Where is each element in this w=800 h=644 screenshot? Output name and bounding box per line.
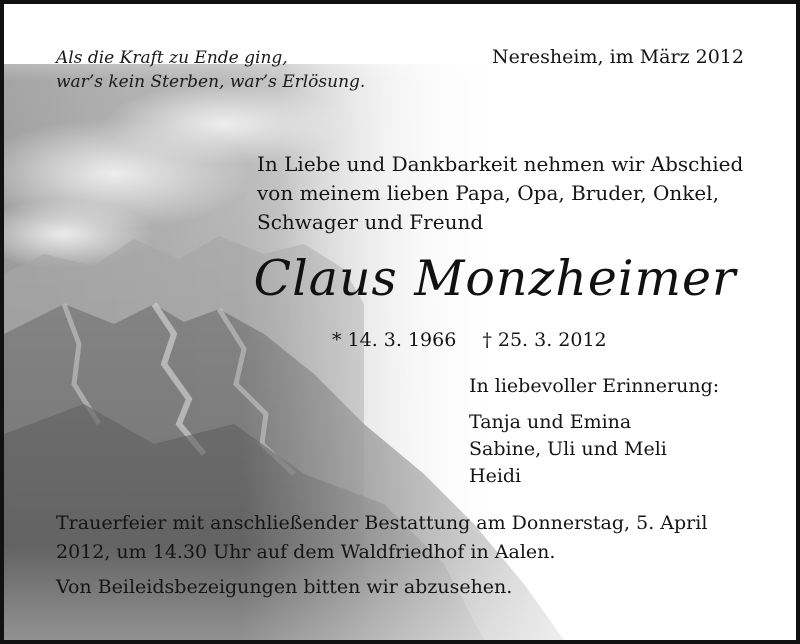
intro-line: Schwager und Freund xyxy=(257,210,484,234)
funeral-details xyxy=(56,509,707,567)
mourners-list xyxy=(469,409,667,490)
intro-text xyxy=(257,150,757,237)
birth-date: * 14. 3. 1966 xyxy=(332,329,457,351)
death-date: † 25. 3. 2012 xyxy=(482,329,607,351)
remembrance-heading: In liebevoller Erinnerung: xyxy=(469,375,720,397)
mourner-line: Tanja und Emina xyxy=(469,411,632,433)
condolence-note: Von Beileidsbezeigungen bitten wir abzusehen. xyxy=(56,576,513,598)
funeral-line: 2012, um 14.30 Uhr auf dem Waldfriedhof in Aalen. xyxy=(56,541,556,563)
deceased-name: Claus Monzheimer xyxy=(253,250,737,307)
mourner-line: Sabine, Uli und Meli xyxy=(469,438,667,460)
motto-line: war’s kein Sterben, war’s Erlösung. xyxy=(56,72,366,92)
life-dates xyxy=(332,329,607,351)
mourner-line: Heidi xyxy=(469,465,522,487)
intro-line: In Liebe und Dankbarkeit nehmen wir Abschied xyxy=(257,152,744,176)
motto-quote xyxy=(56,46,365,94)
place-date: Neresheim, im März 2012 xyxy=(491,46,744,68)
motto-line: Als die Kraft zu Ende ging, xyxy=(56,48,288,68)
intro-line: von meinem lieben Papa, Opa, Bruder, Onkel, xyxy=(257,181,719,205)
funeral-line: Trauerfeier mit anschließender Bestattung am Donnerstag, 5. April xyxy=(56,512,708,534)
